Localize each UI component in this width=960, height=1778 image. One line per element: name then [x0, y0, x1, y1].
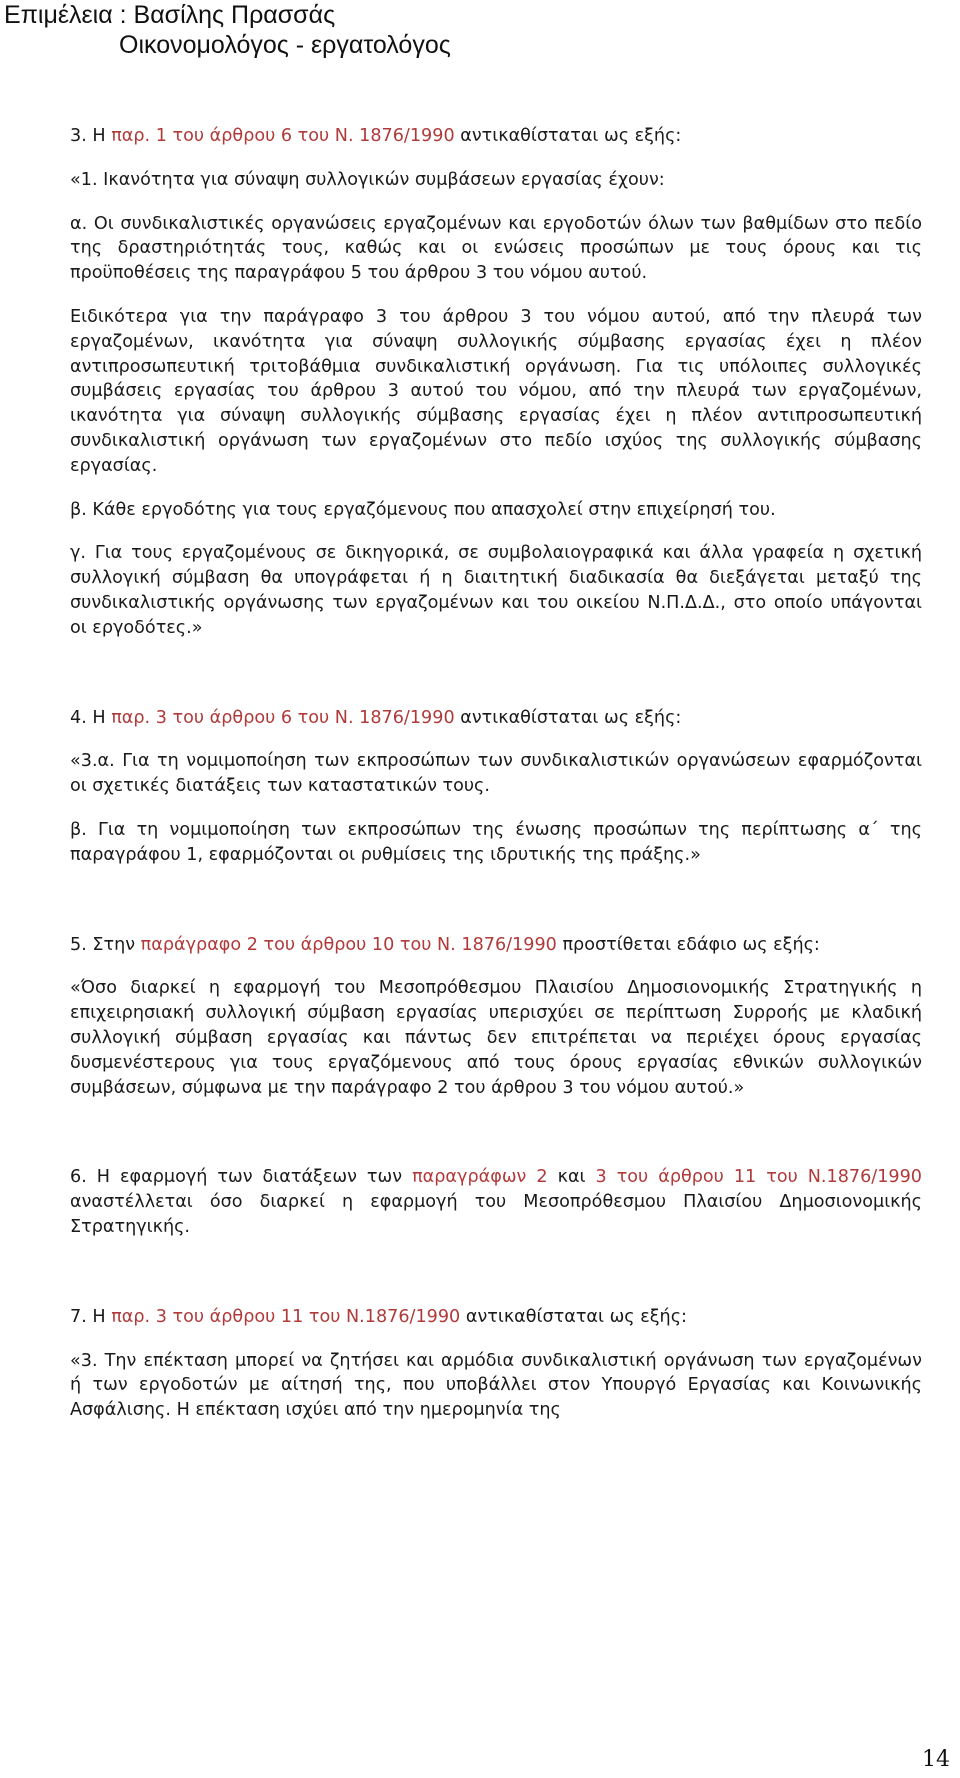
section-6-link-article[interactable]: 3 του άρθρου 11 του Ν.1876/1990	[595, 1167, 922, 1188]
section-3-heading-suffix: αντικαθίσταται ως εξής:	[454, 126, 682, 146]
section-6-conjunction: και	[547, 1167, 596, 1188]
section-4-item-b: β. Για τη νομιμοποίηση των εκπροσώπων της ένωσης προσώπων της περίπτωσης α΄ της παραγράφου 1, εφαρμόζονται οι ρυθμίσεις της ιδρυτικής της πράξης.»	[70, 819, 922, 865]
section-7-heading	[70, 1305, 922, 1330]
section-5-law-link[interactable]: παράγραφο 2 του άρθρου 10 του Ν. 1876/1990	[140, 934, 557, 955]
section-4-item-a: «3.α. Για τη νομιμοποίηση των εκπροσώπων των συνδικαλιστικών οργανώσεων εφαρμόζονται οι σχετικές διατάξεις των καταστατικών τους.	[70, 751, 922, 797]
section-7-heading-prefix: 7. Η	[70, 1306, 112, 1327]
section-4-heading-prefix: 4. Η	[70, 707, 112, 728]
section-5-heading	[70, 933, 922, 958]
section-4-heading	[70, 706, 922, 731]
document-body	[70, 124, 922, 1423]
section-3-item-a: α. Οι συνδικαλιστικές οργανώσεις εργαζομένων και εργοδοτών όλων των βαθμίδων στο πεδίο της δραστηριότητάς τους, καθώς και οι ενώσεις προσώπων με τους όρους και τις προϋποθέσεις της παραγράφου 5 του άρθρου 3 του νόμου αυτού.	[70, 213, 922, 284]
section-4-law-link[interactable]: παρ. 3 του άρθρου 6 του Ν. 1876/1990	[111, 707, 455, 728]
section-3-heading-prefix: 3. Η	[70, 126, 112, 146]
section-7-text: «3. Την επέκταση μπορεί να ζητήσει και αρμόδια συνδικαλιστική οργάνωση των εργαζομένων ή των εργοδοτών με αίτησή της, που υποβάλλει στον Υπουργό Εργασίας και Κοινωνικής Ασφάλισης. Η επέκταση ισχύει από την ημερομηνία της	[70, 1350, 922, 1421]
header-profession: Οικονομολόγος - εργατολόγος	[119, 31, 451, 59]
section-4-heading-suffix: αντικαθίσταται ως εξής:	[454, 707, 682, 728]
section-7-heading-suffix: αντικαθίσταται ως εξής:	[460, 1306, 687, 1327]
page-number: 14	[922, 1747, 950, 1772]
section-5-heading-prefix: 5. Στην	[70, 934, 141, 955]
section-7-law-link[interactable]: παρ. 3 του άρθρου 11 του Ν.1876/1990	[111, 1306, 461, 1327]
section-6-text	[70, 1165, 922, 1239]
section-5-text: «Όσο διαρκεί η εφαρμογή του Μεσοπρόθεσμου Πλαισίου Δημοσιονομικής Στρατηγικής η επιχειρησιακή συλλογική σύμβαση εργασίας υπερισχύει σε περίπτωση Συρροής με κλαδική συλλογική σύμβαση εργασίας και πάντως δεν επιτρέπεται να περιέχει όρους εργασίας δυσμενέστερους για τους εργαζόμενους από τους όρους εργασίας εθνικών συλλογικών συμβάσεων, σύμφωνα με την παράγραφο 2 του άρθρου 3 του νόμου αυτού.»	[70, 978, 922, 1098]
section-6-link-paragraphs[interactable]: παραγράφων 2	[412, 1167, 548, 1188]
section-5-heading-suffix: προστίθεται εδάφιο ως εξής:	[556, 934, 820, 955]
section-6-prefix: 6. Η εφαρμογή των διατάξεων των	[70, 1167, 413, 1188]
section-3-law-link[interactable]: παρ. 1 του άρθρου 6 του Ν. 1876/1990	[111, 126, 455, 146]
section-3-intro: «1. Ικανότητα για σύναψη συλλογικών συμβάσεων εργασίας έχουν:	[70, 169, 665, 190]
section-3-item-c: γ. Για τους εργαζομένους σε δικηγορικά, σε συμβολαιογραφικά και άλλα γραφεία η σχετική συλλογική σύμβαση θα υπογράφεται ή η διαιτητική διαδικασία θα διεξάγεται μεταξύ της συνδικαλιστικής οργάνωσης των εργαζομένων και του οικείου Ν.Π.Δ.Δ., στο οποίο υπάγονται οι εργοδότες.»	[70, 543, 922, 638]
header-editor: Επιμέλεια : Βασίλης Πρασσάς	[4, 1, 336, 29]
section-3-heading	[70, 124, 922, 149]
section-6-suffix: αναστέλλεται όσο διαρκεί η εφαρμογή του Μεσοπρόθεσμου Πλαισίου Δημοσιονομικής Στρατηγικής.	[70, 1192, 922, 1237]
section-3-item-b: β. Κάθε εργοδότης για τους εργαζόμενους που απασχολεί στην επιχείρησή του.	[70, 499, 776, 520]
section-3-specific-paragraph: Ειδικότερα για την παράγραφο 3 του άρθρου 3 του νόμου αυτού, από την πλευρά των εργαζομένων, ικανότητα για σύναψη συλλογικής σύμβασης εργασίας έχει η πλέον αντιπροσωπευτική τριτοβάθμια συνδικαλιστική οργάνωση. Για τις υπόλοιπες συλλογικές συμβάσεις εργασίας του άρθρου 3 αυτού του νόμου, από την πλευρά των εργαζομένων, ικανότητα για σύναψη συλλογικής σύμβασης εργασίας έχει η πλέον αντιπροσωπευτική συνδικαλιστική οργάνωση των εργαζομένων στο πεδίο ισχύος της συλλογικής σύμβασης εργασίας.	[70, 306, 922, 476]
